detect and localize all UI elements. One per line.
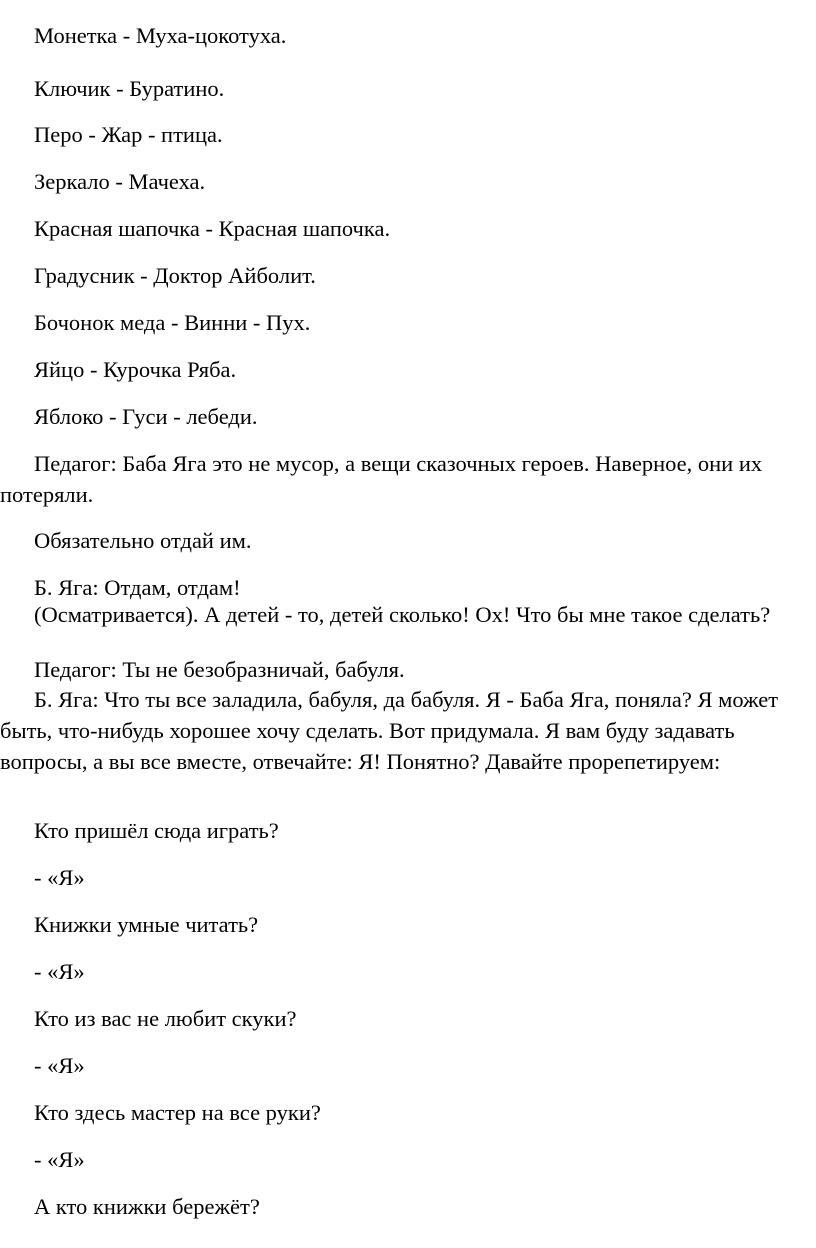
paragraph-line: (Осматривается). А детей - то, детей сколько! Ох! Что бы мне такое сделать? <box>34 602 771 627</box>
paragraph-line: Яйцо - Курочка Ряба. <box>34 357 237 382</box>
paragraph-line: - «Я» <box>34 865 85 890</box>
paragraph-line: Педагог: Ты не безобразничай, бабуля. <box>34 657 405 682</box>
paragraph-line: Красная шапочка - Красная шапочка. <box>34 216 391 241</box>
paragraph-line: Кто из вас не любит скуки? <box>34 1006 297 1031</box>
paragraph-line: Кто здесь мастер на все руки? <box>34 1100 321 1125</box>
paragraph-line: Монетка - Муха-цокотуха. <box>34 23 287 48</box>
paragraph-line: - «Я» <box>34 1147 85 1172</box>
paragraph-line: Градусник - Доктор Айболит. <box>34 263 316 288</box>
paragraph-line: Б. Яга: Что ты все заладила, бабуля, да бабуля. Я - Баба Яга, поняла? Я может быть, что-нибудь хорошее хочу сделать. Вот придумала. Я вам буду задавать вопросы, а вы все вместе, отвечайте: Я! Понятно? Давайте прорепетируем: <box>0 687 779 774</box>
paragraph-line: Книжки умные читать? <box>34 912 259 937</box>
paragraph-line: - «Я» <box>34 959 85 984</box>
paragraph-line: А кто книжки бережёт? <box>34 1194 260 1219</box>
paragraph-line: Перо - Жар - птица. <box>34 122 223 147</box>
paragraph-line: Бочонок меда - Винни - Пух. <box>34 310 311 335</box>
paragraph-line: Педагог: Баба Яга это не мусор, а вещи сказочных героев. Наверное, они их потеряли. <box>0 451 763 507</box>
paragraph-line: Обязательно отдай им. <box>34 528 252 553</box>
paragraph-line: Б. Яга: Отдам, отдам! <box>34 575 241 600</box>
paragraph-line: - «Я» <box>34 1053 85 1078</box>
paragraph-line: Ключик - Буратино. <box>34 76 225 101</box>
paragraph-line: Зеркало - Мачеха. <box>34 169 206 194</box>
paragraph-line: Кто пришёл сюда играть? <box>34 818 279 843</box>
paragraph-line: Яблоко - Гуси - лебеди. <box>34 404 258 429</box>
